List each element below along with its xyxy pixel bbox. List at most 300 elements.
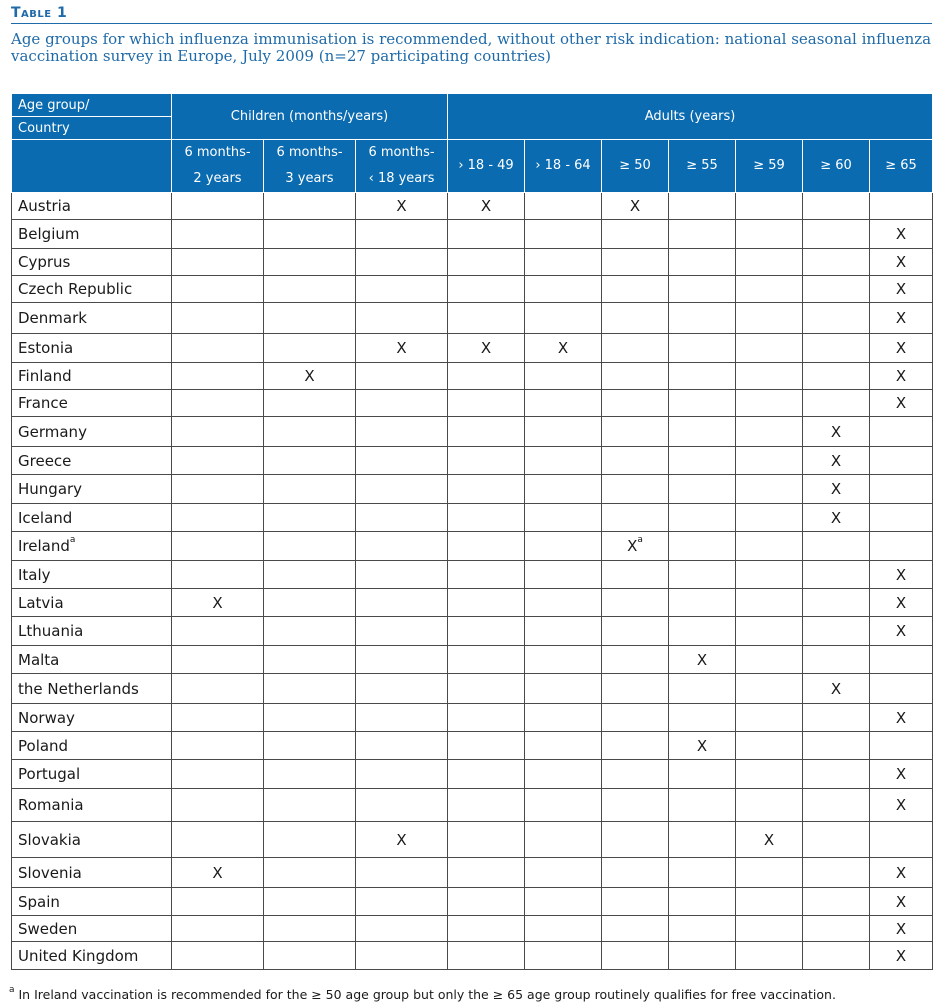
mark-cell: [870, 475, 933, 504]
mark-cell: [803, 303, 870, 334]
mark-cell: [803, 475, 870, 504]
mark-cell: [448, 822, 525, 858]
country-name: Germany: [18, 422, 87, 441]
mark-cell: [356, 417, 448, 447]
mark-cell: [870, 249, 933, 276]
mark-cell: [448, 589, 525, 617]
mark-cell: [803, 822, 870, 858]
mark-cell: [448, 334, 525, 363]
mark-cell: [264, 447, 356, 475]
mark-cell: [356, 532, 448, 561]
mark-cell: [172, 334, 264, 363]
mark-cell: [803, 193, 870, 220]
mark-cell: [172, 888, 264, 916]
mark-cell: [356, 704, 448, 732]
header-children: Children (months/years): [172, 94, 448, 140]
mark-cell: [870, 789, 933, 822]
mark-cell: [669, 532, 736, 561]
mark-cell: [448, 942, 525, 970]
table-footnote: [9, 987, 836, 1002]
country-cell: [12, 363, 172, 390]
mark-cell: [264, 475, 356, 504]
country-name: Slovakia: [18, 830, 81, 849]
mark-cell: [602, 674, 669, 704]
mark-cell: [525, 504, 602, 532]
mark-cell: [669, 822, 736, 858]
country-name: Iceland: [18, 508, 73, 527]
mark-cell: [172, 447, 264, 475]
mark-cell: [448, 704, 525, 732]
table-row: [12, 504, 933, 532]
country-name: Denmark: [18, 309, 87, 327]
mark-value: X: [895, 708, 907, 727]
mark-cell: [525, 561, 602, 589]
mark-cell: [803, 561, 870, 589]
table-row: [12, 532, 933, 561]
mark-value: X: [895, 622, 907, 640]
mark-cell: [669, 303, 736, 334]
mark-cell: [448, 858, 525, 888]
mark-cell: [356, 760, 448, 789]
mark-cell: [525, 617, 602, 646]
header-adults: Adults (years): [448, 94, 933, 140]
mark-cell: [525, 916, 602, 942]
country-cell: [12, 276, 172, 303]
mark-cell: [736, 220, 803, 249]
mark-cell: [669, 561, 736, 589]
mark-cell: [736, 334, 803, 363]
country-cell: [12, 942, 172, 970]
mark-cell: [803, 276, 870, 303]
mark-cell: [264, 220, 356, 249]
mark-value: X: [629, 197, 641, 215]
country-name: Slovenia: [18, 863, 82, 882]
mark-cell: [669, 276, 736, 303]
mark-cell: [803, 858, 870, 888]
mark-cell: [803, 760, 870, 789]
table-row: [12, 390, 933, 417]
mark-cell: [264, 858, 356, 888]
mark-value: X: [396, 830, 407, 849]
mark-cell: [669, 760, 736, 789]
mark-cell: [669, 417, 736, 447]
country-name: United Kingdom: [18, 946, 139, 965]
mark-cell: [870, 760, 933, 789]
mark-cell: [356, 942, 448, 970]
mark-cell: [803, 646, 870, 674]
mark-cell: [602, 334, 669, 363]
mark-cell: [669, 193, 736, 220]
mark-cell: [870, 417, 933, 447]
table-label: Table 1: [11, 5, 68, 21]
mark-cell: [264, 732, 356, 760]
table-row: [12, 760, 933, 789]
mark-cell: [525, 193, 602, 220]
table-row: [12, 334, 933, 363]
mark-cell: [602, 916, 669, 942]
mark-cell: [669, 475, 736, 504]
mark-cell: [803, 363, 870, 390]
mark-cell: [736, 390, 803, 417]
country-cell: [12, 532, 172, 561]
mark-cell: [448, 674, 525, 704]
mark-cell: [525, 334, 602, 363]
table-row: [12, 858, 933, 888]
mark-cell: [602, 532, 669, 561]
footnote-marker: a: [9, 985, 15, 995]
mark-cell: [448, 617, 525, 646]
country-name: Sweden: [18, 919, 78, 938]
mark-value: X: [895, 593, 907, 612]
mark-cell: [448, 532, 525, 561]
mark-cell: [525, 888, 602, 916]
mark-cell: [602, 363, 669, 390]
mark-cell: [525, 220, 602, 249]
mark-cell: [736, 417, 803, 447]
mark-cell: [356, 589, 448, 617]
mark-cell: [448, 447, 525, 475]
country-cell: [12, 760, 172, 789]
mark-cell: [736, 532, 803, 561]
mark-cell: [172, 916, 264, 942]
mark-cell: [264, 193, 356, 220]
mark-cell: [602, 760, 669, 789]
mark-cell: [356, 822, 448, 858]
mark-cell: [602, 942, 669, 970]
mark-cell: [448, 220, 525, 249]
mark-cell: [172, 363, 264, 390]
mark-cell: [525, 704, 602, 732]
mark-value: X: [830, 679, 842, 698]
mark-value: X: [212, 863, 223, 882]
header-adult-col: ≥ 55: [669, 140, 736, 193]
mark-cell: [870, 589, 933, 617]
header-country: Country: [12, 117, 172, 140]
country-name: Estonia: [18, 339, 74, 357]
table-row: [12, 888, 933, 916]
mark-value: X: [895, 565, 907, 584]
mark-cell: [172, 532, 264, 561]
mark-value: X: [763, 830, 775, 849]
mark-cell: [803, 916, 870, 942]
mark-value: X: [895, 394, 907, 412]
mark-cell: [264, 589, 356, 617]
mark-cell: [669, 617, 736, 646]
mark-cell: [803, 504, 870, 532]
mark-cell: [669, 220, 736, 249]
mark-cell: [736, 760, 803, 789]
mark-cell: [525, 674, 602, 704]
mark-cell: [172, 704, 264, 732]
country-cell: [12, 789, 172, 822]
mark-cell: [602, 858, 669, 888]
country-name: Austria: [18, 197, 71, 215]
table-row: [12, 303, 933, 334]
mark-value: X: [895, 367, 907, 385]
mark-cell: [448, 504, 525, 532]
country-name: France: [18, 394, 68, 412]
mark-cell: [602, 303, 669, 334]
mark-cell: [669, 390, 736, 417]
mark-cell: [803, 789, 870, 822]
country-cell: [12, 822, 172, 858]
mark-cell: [736, 858, 803, 888]
mark-cell: [870, 646, 933, 674]
mark-cell: [525, 858, 602, 888]
table-row: [12, 475, 933, 504]
country-name: Finland: [18, 367, 72, 385]
mark-cell: [172, 858, 264, 888]
mark-cell: [356, 504, 448, 532]
header-children-col-line1: 6 months-: [184, 145, 251, 160]
mark-cell: [870, 674, 933, 704]
country-name: Cyprus: [18, 253, 71, 271]
mark-value: X: [557, 339, 569, 357]
mark-cell: [525, 732, 602, 760]
mark-cell: [448, 249, 525, 276]
mark-cell: [448, 363, 525, 390]
country-name: Latvia: [18, 593, 64, 612]
mark-cell: [356, 447, 448, 475]
country-cell: [12, 475, 172, 504]
mark-cell: [870, 303, 933, 334]
mark-cell: [602, 617, 669, 646]
mark-cell: [264, 504, 356, 532]
mark-cell: [525, 822, 602, 858]
country-cell: [12, 504, 172, 532]
mark-cell: [525, 249, 602, 276]
table-row: [12, 220, 933, 249]
mark-value: X: [895, 863, 907, 882]
mark-cell: [525, 390, 602, 417]
mark-cell: [525, 276, 602, 303]
mark-cell: [803, 334, 870, 363]
mark-cell: [736, 303, 803, 334]
mark-cell: [870, 858, 933, 888]
country-cell: [12, 674, 172, 704]
footnote-ref: a: [69, 535, 76, 545]
mark-cell: [669, 704, 736, 732]
table-row: [12, 561, 933, 589]
mark-cell: [602, 447, 669, 475]
header-adult-col: ≥ 60: [803, 140, 870, 193]
header-age-group: Age group/: [12, 94, 172, 117]
mark-cell: [602, 732, 669, 760]
mark-cell: [525, 363, 602, 390]
mark-cell: [803, 888, 870, 916]
mark-cell: [736, 193, 803, 220]
country-cell: [12, 732, 172, 760]
table-row: [12, 704, 933, 732]
mark-cell: [264, 532, 356, 561]
table-row: [12, 822, 933, 858]
mark-cell: [602, 789, 669, 822]
mark-cell: [669, 732, 736, 760]
mark-cell: [736, 674, 803, 704]
mark-cell: [264, 674, 356, 704]
mark-cell: [172, 822, 264, 858]
country-cell: [12, 646, 172, 674]
country-cell: [12, 916, 172, 942]
mark-cell: [264, 704, 356, 732]
country-name: Czech Republic: [18, 280, 133, 298]
mark-cell: [264, 561, 356, 589]
mark-cell: [870, 704, 933, 732]
mark-cell: [669, 504, 736, 532]
mark-cell: [602, 417, 669, 447]
mark-cell: [356, 276, 448, 303]
country-cell: [12, 589, 172, 617]
mark-cell: [448, 475, 525, 504]
mark-cell: [525, 303, 602, 334]
mark-value: X: [895, 946, 907, 965]
mark-cell: [264, 916, 356, 942]
mark-cell: [448, 193, 525, 220]
mark-cell: [602, 504, 669, 532]
mark-cell: [356, 916, 448, 942]
country-name: Ireland: [18, 537, 70, 555]
mark-cell: [669, 589, 736, 617]
mark-value: X: [895, 796, 907, 814]
mark-cell: [264, 276, 356, 303]
table-row: [12, 942, 933, 970]
mark-cell: [525, 532, 602, 561]
mark-cell: [448, 916, 525, 942]
country-name: Belgium: [18, 225, 80, 243]
mark-cell: [669, 334, 736, 363]
country-name: Greece: [18, 451, 72, 470]
mark-cell: [264, 249, 356, 276]
table-row: [12, 417, 933, 447]
table-row: [12, 276, 933, 303]
mark-cell: [669, 916, 736, 942]
mark-value: X: [895, 309, 907, 327]
mark-cell: [356, 249, 448, 276]
mark-cell: [736, 704, 803, 732]
mark-cell: [736, 447, 803, 475]
mark-cell: [172, 504, 264, 532]
mark-cell: [525, 760, 602, 789]
mark-cell: [356, 303, 448, 334]
mark-cell: [172, 220, 264, 249]
mark-cell: [172, 789, 264, 822]
mark-cell: [172, 760, 264, 789]
mark-cell: [602, 475, 669, 504]
header-children-col-line1: 6 months-: [276, 145, 343, 160]
mark-cell: [870, 334, 933, 363]
mark-cell: [264, 760, 356, 789]
mark-cell: [736, 942, 803, 970]
mark-cell: [602, 704, 669, 732]
mark-cell: [870, 561, 933, 589]
header-adult-col: ≥ 59: [736, 140, 803, 193]
mark-value: X: [830, 451, 842, 470]
mark-cell: [356, 475, 448, 504]
mark-cell: [602, 888, 669, 916]
mark-cell: [870, 390, 933, 417]
country-cell: [12, 193, 172, 220]
mark-cell: [602, 276, 669, 303]
table-row: [12, 916, 933, 942]
mark-cell: [448, 888, 525, 916]
mark-cell: [356, 888, 448, 916]
mark-cell: [172, 646, 264, 674]
mark-cell: [448, 732, 525, 760]
header-children-col: [172, 140, 264, 193]
mark-value: X: [895, 339, 907, 357]
mark-cell: [870, 532, 933, 561]
country-name: Italy: [18, 565, 51, 584]
header-children-col-line2: ‹ 18 years: [368, 171, 435, 186]
mark-cell: [356, 789, 448, 822]
mark-cell: [669, 447, 736, 475]
mark-cell: [448, 390, 525, 417]
mark-cell: [602, 589, 669, 617]
mark-cell: [264, 303, 356, 334]
mark-cell: [264, 789, 356, 822]
mark-cell: [448, 276, 525, 303]
mark-cell: [736, 916, 803, 942]
mark-cell: [870, 822, 933, 858]
header-blank: [12, 140, 172, 193]
mark-cell: [870, 276, 933, 303]
country-cell: [12, 390, 172, 417]
table-row: [12, 674, 933, 704]
table-row: [12, 363, 933, 390]
country-name: Lthuania: [18, 622, 84, 640]
mark-value: X: [895, 225, 907, 243]
mark-cell: [736, 732, 803, 760]
mark-cell: [803, 249, 870, 276]
mark-cell: [448, 789, 525, 822]
footnote-text: In Ireland vaccination is recommended for the ≥ 50 age group but only the ≥ 65 age group routinely qualifies for free vaccination.: [14, 987, 836, 1002]
mark-cell: [803, 390, 870, 417]
mark-cell: [264, 363, 356, 390]
mark-value: X: [212, 593, 223, 612]
mark-cell: [264, 822, 356, 858]
mark-cell: [264, 334, 356, 363]
table-row: [12, 732, 933, 760]
country-cell: [12, 447, 172, 475]
mark-cell: [172, 589, 264, 617]
mark-value: X: [396, 197, 407, 215]
mark-cell: [803, 447, 870, 475]
mark-cell: [356, 220, 448, 249]
mark-cell: [669, 888, 736, 916]
mark-cell: [264, 646, 356, 674]
mark-cell: [525, 447, 602, 475]
mark-cell: [803, 589, 870, 617]
mark-cell: [803, 617, 870, 646]
mark-cell: [264, 417, 356, 447]
header-children-col: [264, 140, 356, 193]
mark-cell: [870, 617, 933, 646]
mark-value: X: [895, 919, 907, 938]
mark-cell: [172, 475, 264, 504]
country-name: the Netherlands: [18, 679, 139, 698]
mark-cell: [172, 732, 264, 760]
country-cell: [12, 561, 172, 589]
mark-cell: [525, 417, 602, 447]
country-name: Portugal: [18, 765, 81, 783]
mark-value: X: [895, 765, 907, 783]
mark-cell: [172, 617, 264, 646]
mark-cell: [602, 561, 669, 589]
mark-cell: [525, 942, 602, 970]
mark-cell: [602, 193, 669, 220]
mark-cell: [669, 674, 736, 704]
mark-cell: [525, 789, 602, 822]
